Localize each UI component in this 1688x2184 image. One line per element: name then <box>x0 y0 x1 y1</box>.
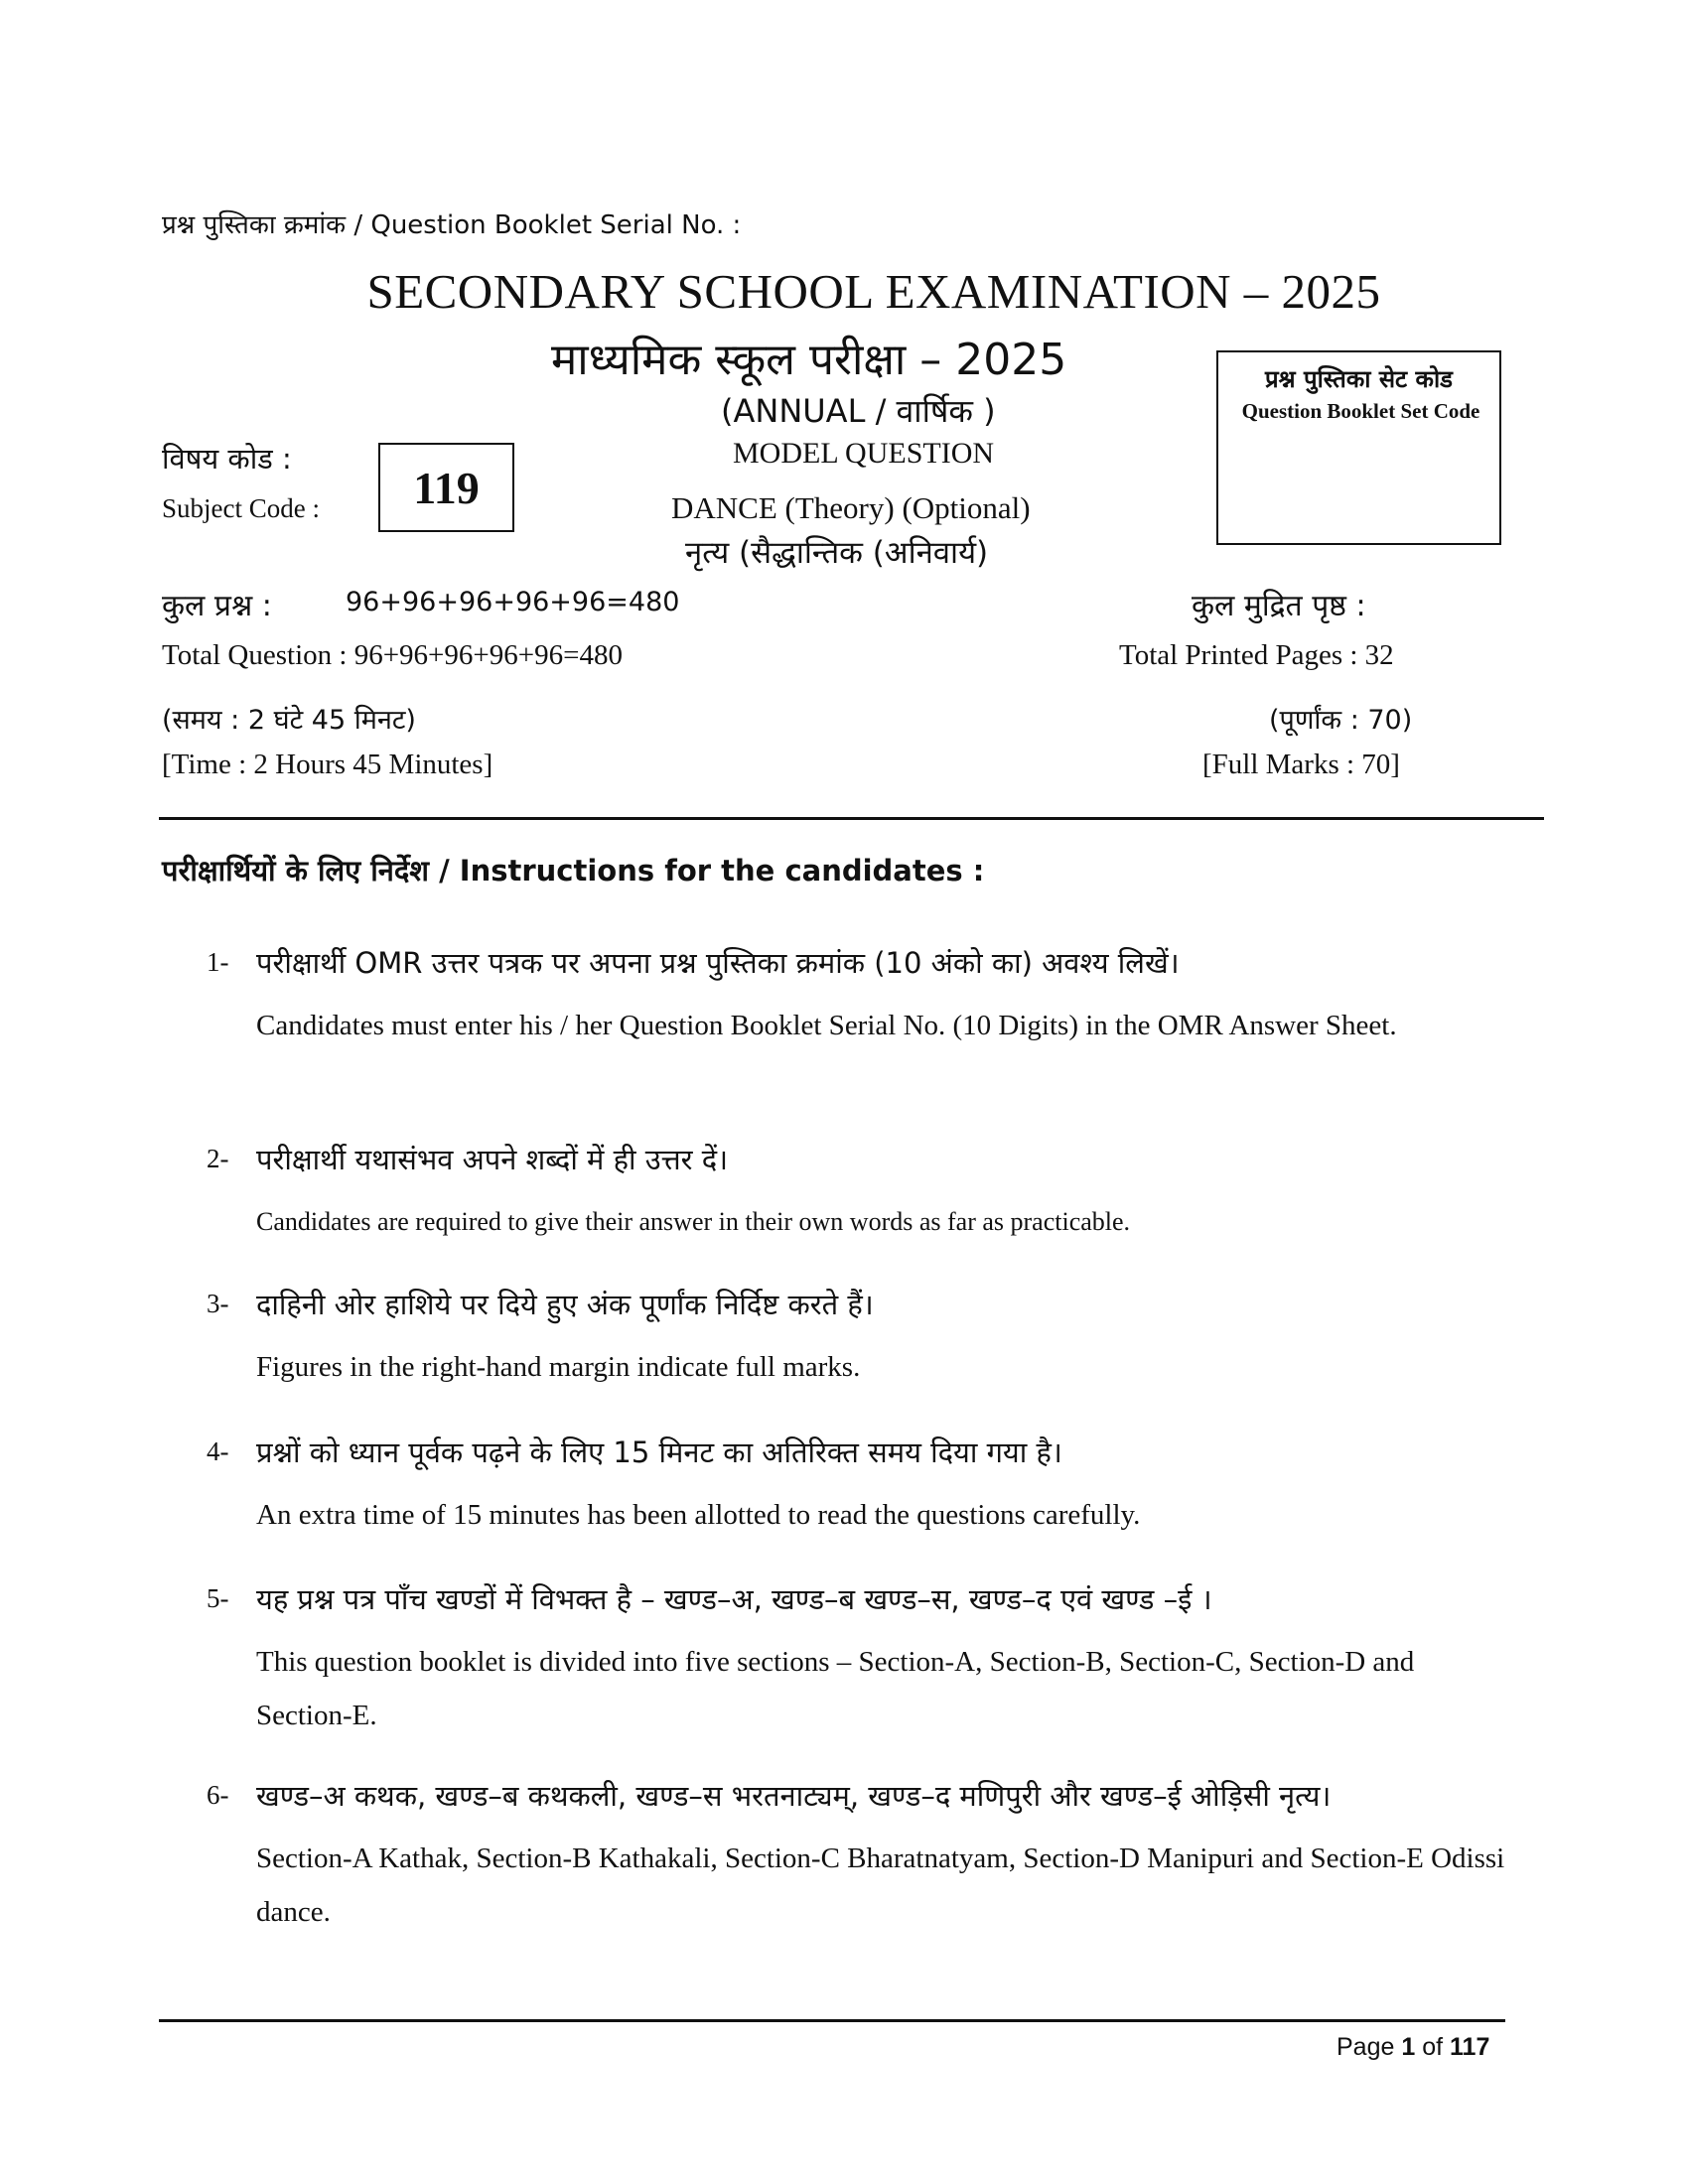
booklet-set-code-box <box>1216 350 1501 545</box>
instruction-text-hindi: खण्ड–अ कथक, खण्ड–ब कथकली, खण्ड–स भरतनाट्यम्, खण्ड–द मणिपुरी और खण्ड–ई ओड़िसी नृत्य। <box>256 1779 1332 1813</box>
instruction-text-english: Figures in the right-hand margin indicate full marks. <box>256 1351 861 1383</box>
instruction-number: 1- <box>207 947 229 977</box>
set-code-label-english: Question Booklet Set Code <box>1241 399 1480 423</box>
subject-code-label-english: Subject Code : <box>162 493 320 523</box>
instruction-text-hindi: यह प्रश्न पत्र पाँच खण्डों में विभक्त है – खण्ड–अ, खण्ड–ब खण्ड–स, खण्ड–द एवं खण्ड –ई । <box>256 1582 1212 1616</box>
subject-name-hindi: नृत्य (सैद्धान्तिक (अनिवार्य) <box>685 535 989 571</box>
total-questions-label-hindi: कुल प्रश्न : <box>162 589 272 623</box>
total-pages-english: Total Printed Pages : 32 <box>1119 639 1394 671</box>
instruction-text-english: Section-A Kathak, Section-B Kathakali, Section-C Bharatnatyam, Section-D Manipuri and Section-E Odissi dance. <box>256 1843 1505 1928</box>
page-of: of <box>1422 2033 1444 2061</box>
set-code-label-hindi: प्रश्न पुस्तिका सेट कोड <box>1264 365 1453 393</box>
total-questions-value-hindi: 96+96+96+96+96=480 <box>346 587 680 617</box>
total-pages-label-hindi: कुल मुद्रित पृष्ठ : <box>1192 589 1366 623</box>
instruction-number: 5- <box>207 1583 229 1613</box>
page-number <box>1336 2033 1489 2062</box>
instruction-number: 4- <box>207 1436 229 1466</box>
page-prefix: Page <box>1336 2033 1395 2061</box>
instruction-text-english: An extra time of 15 minutes has been allotted to read the questions carefully. <box>256 1499 1141 1531</box>
time-hindi: (समय : 2 घंटे 45 मिनट) <box>162 705 416 736</box>
instruction-text-english: Candidates are required to give their answer in their own words as far as practicable. <box>256 1207 1131 1236</box>
instruction-text-hindi: दाहिनी ओर हाशिये पर दिये हुए अंक पूर्णांक निर्दिष्ट करते हैं। <box>256 1288 874 1321</box>
total-questions-english: Total Question : 96+96+96+96+96=480 <box>162 639 623 671</box>
exam-type: (ANNUAL / वार्षिक ) <box>721 392 996 430</box>
subject-name-english: DANCE (Theory) (Optional) <box>671 490 1031 525</box>
time-english: [Time : 2 Hours 45 Minutes] <box>162 749 493 780</box>
instruction-text-english: This question booklet is divided into five sections – Section-A, Section-B, Section-C, Section-D and Section-E. <box>256 1646 1415 1731</box>
instructions-heading: परीक्षार्थियों के लिए निर्देश / Instructions for the candidates : <box>162 854 985 887</box>
serial-number-label: प्रश्न पुस्तिका क्रमांक / Question Booklet Serial No. : <box>162 210 742 240</box>
page-current: 1 <box>1401 2033 1416 2061</box>
instruction-text-english: Candidates must enter his / her Question Booklet Serial No. (10 Digits) in the OMR Answer Sheet. <box>256 1010 1397 1041</box>
instruction-text-hindi: प्रश्नों को ध्यान पूर्वक पढ़ने के लिए 15 मिनट का अतिरिक्त समय दिया गया है। <box>256 1435 1062 1469</box>
subject-code-box <box>378 443 514 532</box>
full-marks-hindi: (पूर्णांक : 70) <box>1269 705 1413 736</box>
subject-code-label-hindi: विषय कोड : <box>162 442 292 476</box>
footer-divider <box>159 2019 1505 2022</box>
exam-title-hindi: माध्यमिक स्कूल परीक्षा – 2025 <box>551 335 1067 385</box>
instruction-number: 6- <box>207 1780 229 1810</box>
subject-code-value: 119 <box>413 462 480 513</box>
instruction-number: 2- <box>207 1144 229 1173</box>
instruction-number: 3- <box>207 1289 229 1318</box>
header-divider <box>159 817 1544 820</box>
instruction-text-hindi: परीक्षार्थी यथासंभव अपने शब्दों में ही उत्तर दें। <box>256 1143 729 1176</box>
model-question-label: MODEL QUESTION <box>733 437 995 470</box>
exam-title-english: SECONDARY SCHOOL EXAMINATION – 2025 <box>366 264 1381 319</box>
instruction-text-hindi: परीक्षार्थी OMR उत्तर पत्रक पर अपना प्रश्न पुस्तिका क्रमांक (10 अंको का) अवश्य लिखें। <box>256 946 1180 980</box>
page-total: 117 <box>1450 2033 1490 2061</box>
full-marks-english: [Full Marks : 70] <box>1202 749 1400 780</box>
